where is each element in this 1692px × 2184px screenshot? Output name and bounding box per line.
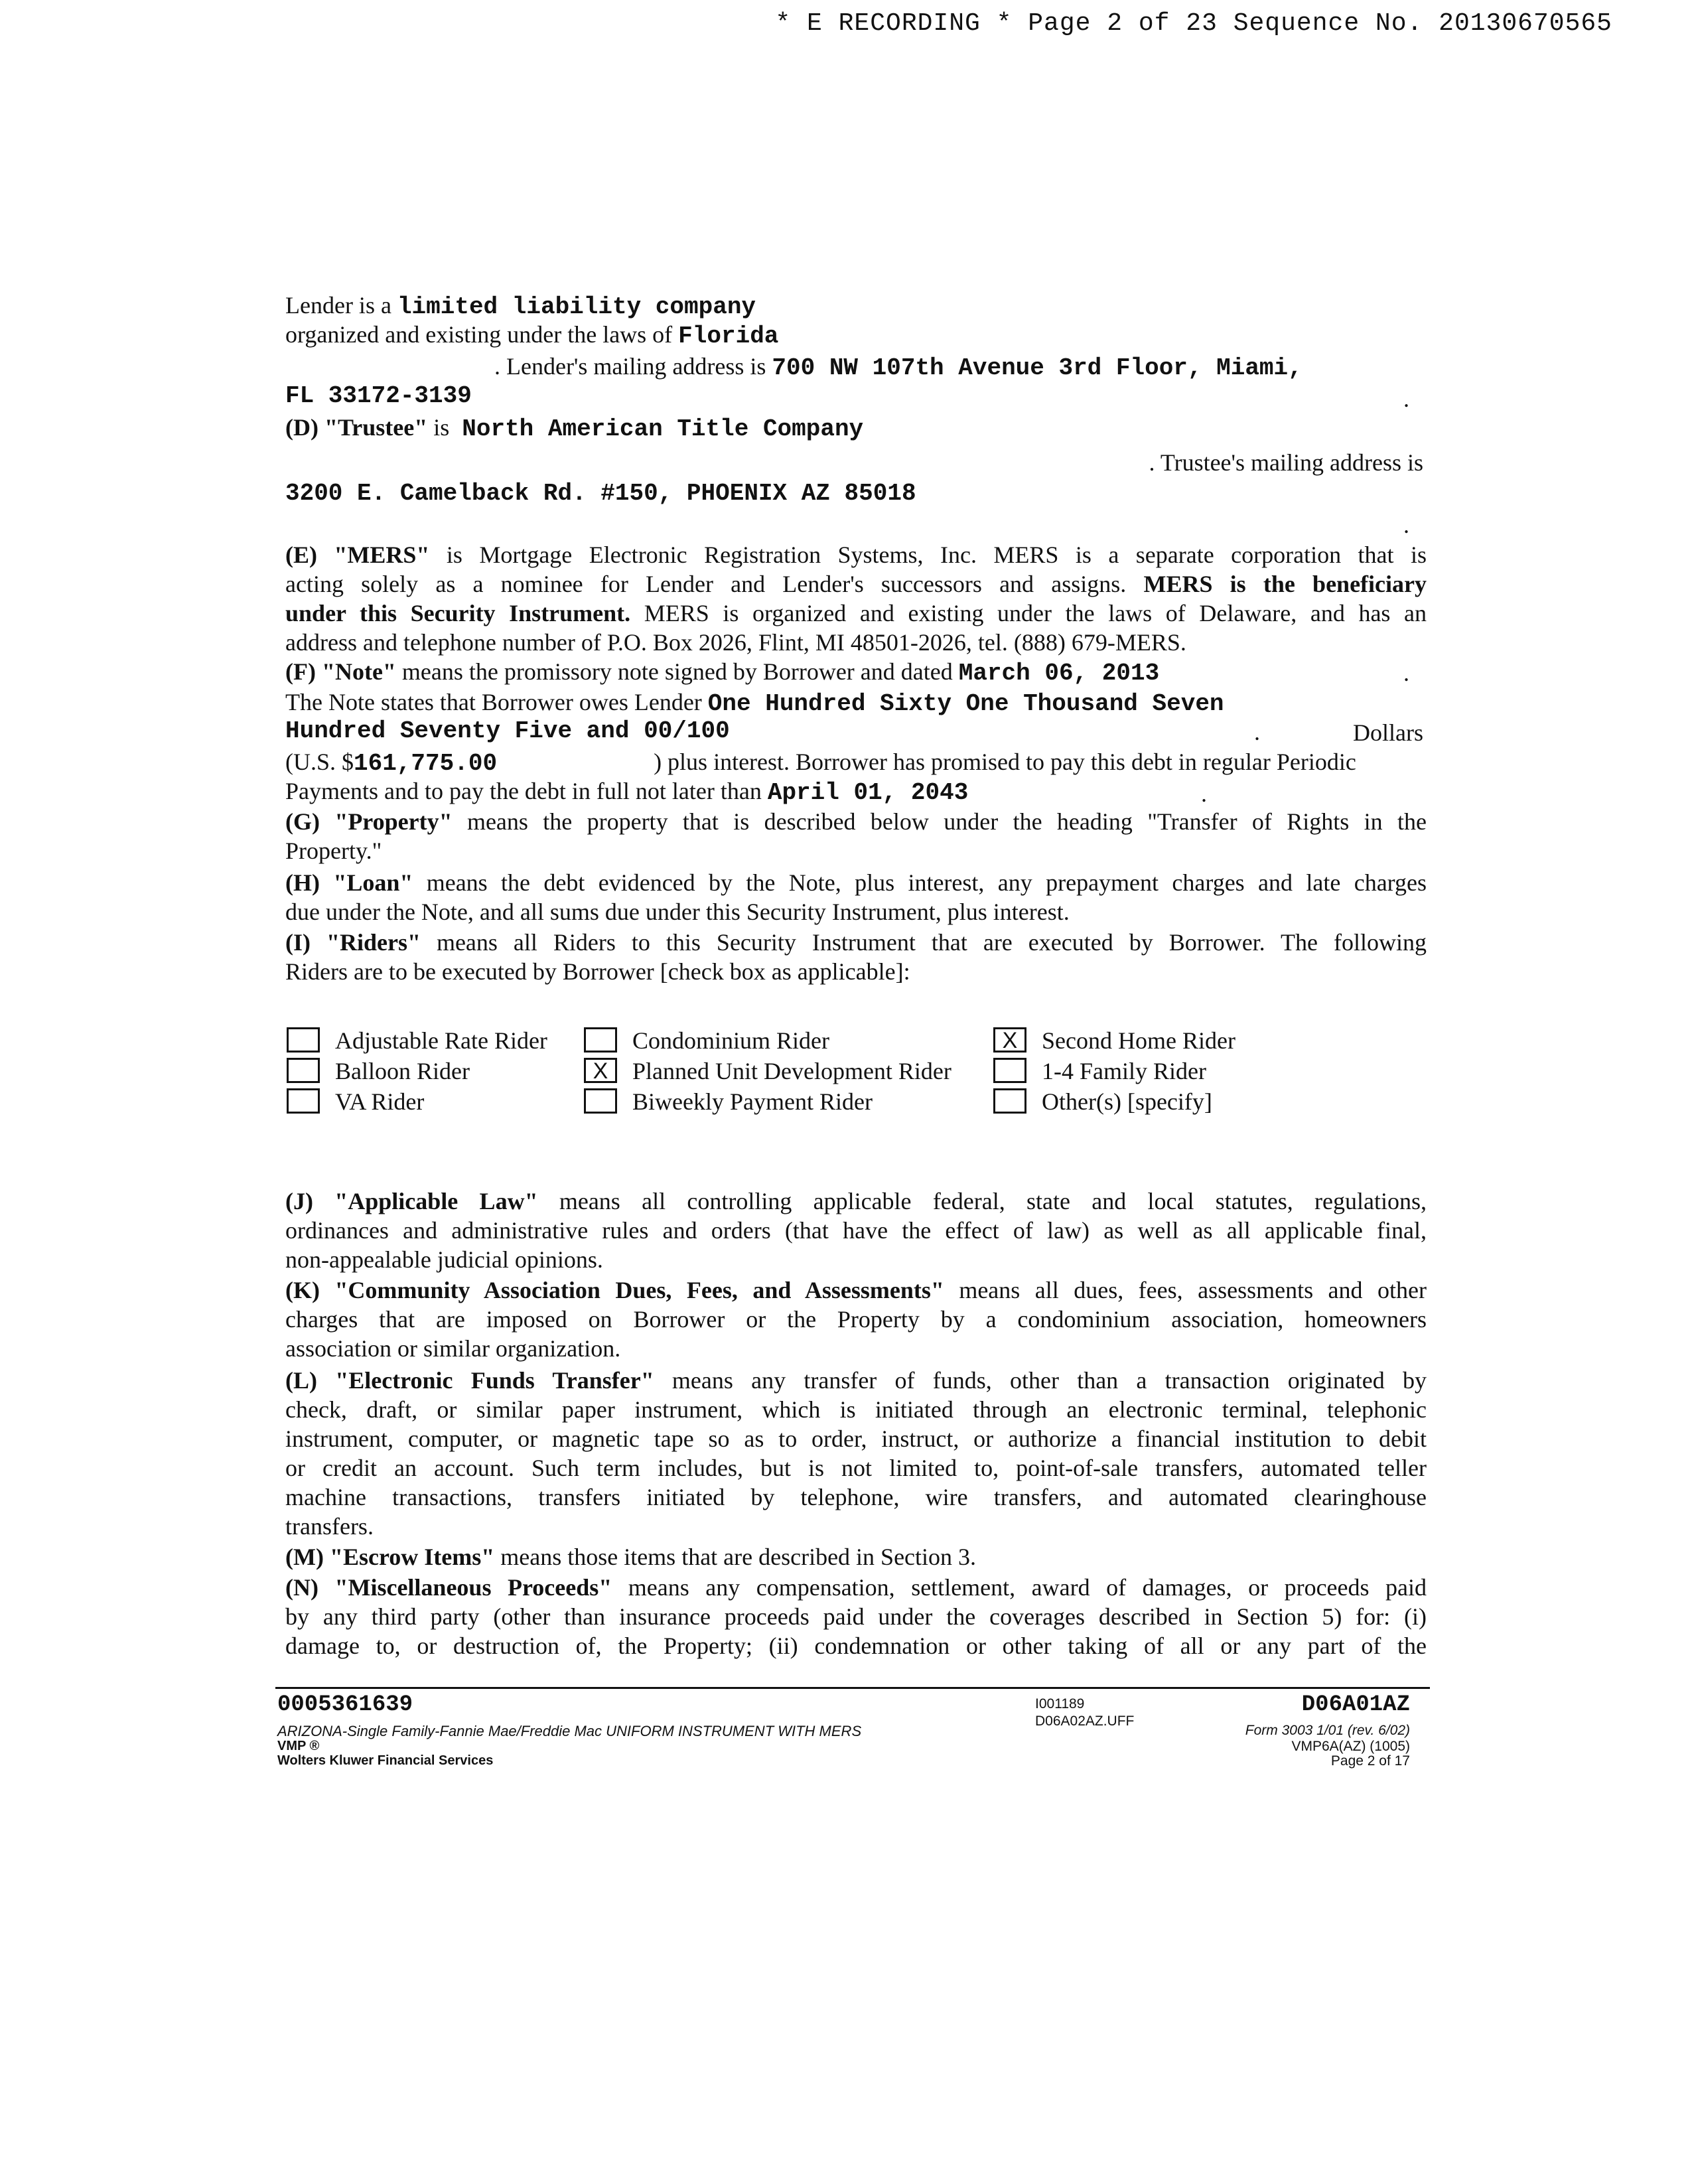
rider-label-pud: Planned Unit Development Rider: [632, 1058, 952, 1084]
lender-line-3: [494, 352, 1423, 383]
checkbox-adjustable-rate-rider[interactable]: [287, 1027, 320, 1053]
riders-line-2: Riders are to be executed by Borrower [check box as applicable]:: [285, 958, 910, 985]
misc-line-3: damage to, or destruction of, the Property; (ii) condemnation or other taking of all or any part of the: [285, 1633, 1427, 1659]
property-text-1: means the property that is described below under the heading "Transfer of Rights in the: [452, 808, 1427, 835]
rider-label-condominium: Condominium Rider: [632, 1027, 829, 1054]
eft-line-2: check, draft, or similar paper instrument, which is initiated through an electronic terminal, telephonic: [285, 1396, 1427, 1423]
property-line-2: Property.": [285, 837, 382, 864]
riders-text-1: means all Riders to this Security Instrument that are executed by Borrower. The following: [420, 929, 1427, 956]
note-line-1: [285, 657, 1427, 688]
rider-label-adjustable-rate: Adjustable Rate Rider: [335, 1027, 547, 1054]
note-line-2: [285, 688, 1427, 719]
checkbox-va-rider[interactable]: [287, 1088, 320, 1114]
checkbox-others-rider[interactable]: [993, 1088, 1026, 1114]
mers-line-2: [285, 569, 1427, 599]
note-line-5: [285, 776, 1427, 808]
note-maturity: April 01, 2043: [767, 779, 969, 806]
community-label: (K) "Community Association Dues, Fees, and Assessments": [285, 1277, 944, 1303]
note-text-1: means the promissory note signed by Borrower and dated: [395, 658, 959, 685]
rider-label-1-4-family: 1-4 Family Rider: [1042, 1058, 1206, 1084]
lender-address-label: . Lender's mailing address is: [494, 353, 772, 380]
footer-publisher: Wolters Kluwer Financial Services: [277, 1753, 494, 1768]
footer-page-number: Page 2 of 17: [1330, 1753, 1410, 1769]
rider-label-others: Other(s) [specify]: [1042, 1088, 1212, 1115]
mers-text-2b: MERS is the beneficiary: [1143, 571, 1427, 597]
footer-doc-code: D06A01AZ: [1301, 1692, 1410, 1717]
eft-label: (L) "Electronic Funds Transfer": [285, 1367, 654, 1394]
checkbox-balloon-rider[interactable]: [287, 1058, 320, 1083]
applicable-law-text-1: means all controlling applicable federal, state and local statutes, regulations,: [537, 1188, 1427, 1214]
trustee-label: (D) "Trustee": [285, 414, 428, 441]
footer-form-number: Form 3003 1/01 (rev. 6/02): [1245, 1723, 1410, 1738]
community-line-1: [285, 1275, 1427, 1305]
footer-rule: [275, 1687, 1430, 1689]
note-amount: 161,775.00: [354, 750, 498, 777]
note-text-2: The Note states that Borrower owes Lender: [285, 689, 708, 715]
escrow-line-1: [285, 1542, 1427, 1571]
footer-vmp-code: VMP6A(AZ) (1005): [1291, 1739, 1410, 1754]
note-text-4: ) plus interest. Borrower has promised to pay this debt in regular Periodic: [654, 749, 1356, 775]
checkbox-second-home-rider[interactable]: [993, 1027, 1026, 1053]
trustee-address-label: . Trustee's mailing address is: [1149, 449, 1423, 476]
loan-line-2: due under the Note, and all sums due under this Security Instrument, plus interest.: [285, 899, 1070, 925]
note-line-4: [285, 747, 1427, 778]
misc-text-1: means any compensation, settlement, award of damages, or proceeds paid: [612, 1574, 1427, 1601]
note-dot: .: [1403, 660, 1409, 686]
mers-line-1: [285, 540, 1427, 569]
mers-text-3a: under this Security Instrument.: [285, 600, 631, 626]
applicable-law-label: (J) "Applicable Law": [285, 1188, 538, 1214]
riders-line-1: [285, 928, 1427, 957]
note-dot-2: .: [1254, 719, 1260, 745]
note-amount-words-2: Hundred Seventy Five and 00/100: [285, 717, 730, 745]
eft-line-1: [285, 1366, 1427, 1395]
applicable-law-line-3: non-appealable judicial opinions.: [285, 1246, 603, 1273]
loan-line-1: [285, 868, 1427, 897]
trustee-line-1: [285, 413, 1427, 444]
footer-loan-number: 0005361639: [277, 1692, 413, 1717]
checkbox-mark: X: [1002, 1028, 1018, 1053]
property-line-1: [285, 807, 1427, 836]
note-label: (F) "Note": [285, 658, 396, 685]
note-date: March 06, 2013: [958, 660, 1160, 687]
loan-label: (H) "Loan": [285, 869, 413, 896]
note-usd-label: (U.S. $: [285, 749, 354, 775]
rider-label-biweekly: Biweekly Payment Rider: [632, 1088, 873, 1115]
lender-state: Florida: [678, 323, 779, 350]
mers-label: (E) "MERS": [285, 542, 430, 568]
note-dot-3: .: [1201, 780, 1207, 807]
trustee-address: 3200 E. Camelback Rd. #150, PHOENIX AZ 85018: [285, 480, 916, 507]
lender-type-label: Lender is a: [285, 292, 397, 319]
riders-label: (I) "Riders": [285, 929, 421, 956]
misc-label: (N) "Miscellaneous Proceeds": [285, 1574, 612, 1601]
trustee-name: North American Title Company: [462, 415, 864, 443]
note-amount-words-1: One Hundred Sixty One Thousand Seven: [707, 690, 1224, 717]
mers-text-1: is Mortgage Electronic Registration Systems, Inc. MERS is a separate corporation that is: [429, 542, 1427, 568]
misc-line-1: [285, 1573, 1427, 1602]
mers-line-3: [285, 599, 1427, 628]
eft-line-4: or credit an account. Such term includes, but is not limited to, point-of-sale transfers, automated teller: [285, 1455, 1427, 1481]
checkbox-1-4-family-rider[interactable]: [993, 1058, 1026, 1083]
eft-line-5: machine transactions, transfers initiated by telephone, wire transfers, and automated clearinghouse: [285, 1484, 1427, 1510]
lender-dot: .: [1403, 386, 1409, 412]
footer-code-2: D06A02AZ.UFF: [1035, 1713, 1135, 1729]
eft-line-3: instrument, computer, or magnetic tape so as to order, instruct, or authorize a financial institution to debit: [285, 1425, 1427, 1452]
community-text-1: means all dues, fees, assessments and other: [944, 1277, 1427, 1303]
property-label: (G) "Property": [285, 808, 453, 835]
escrow-text-1: means those items that are described in Section 3.: [494, 1544, 977, 1570]
note-dollars: Dollars: [1353, 719, 1423, 746]
mers-text-3b: MERS is organized and existing under the laws of Delaware, and has an: [630, 600, 1427, 626]
rider-label-va: VA Rider: [335, 1088, 425, 1115]
checkbox-condominium-rider[interactable]: [584, 1027, 617, 1053]
eft-line-6: transfers.: [285, 1513, 374, 1540]
footer-code-1: I001189: [1035, 1696, 1085, 1711]
misc-line-2: by any third party (other than insurance proceeds paid under the coverages described in Section 5) for: (i): [285, 1603, 1427, 1630]
trustee-is: is: [427, 414, 456, 441]
lender-line-2: [285, 320, 1427, 351]
checkbox-mark: X: [593, 1058, 608, 1084]
lender-type: limited liability company: [397, 293, 756, 321]
checkbox-biweekly-payment-rider[interactable]: [584, 1088, 617, 1114]
loan-text-1: means the debt evidenced by the Note, plus interest, any prepayment charges and late charges: [413, 869, 1427, 896]
checkbox-planned-unit-development-rider[interactable]: [584, 1058, 617, 1083]
note-text-5: Payments and to pay the debt in full not later than: [285, 778, 768, 804]
lender-state-label: organized and existing under the laws of: [285, 321, 679, 348]
trustee-dot: .: [1403, 512, 1409, 538]
lender-zip: FL 33172-3139: [285, 382, 472, 409]
lender-address: 700 NW 107th Avenue 3rd Floor, Miami,: [772, 354, 1303, 382]
footer-form-title: ARIZONA-Single Family-Fannie Mae/Freddie Mac UNIFORM INSTRUMENT WITH MERS: [277, 1723, 862, 1739]
community-line-2: charges that are imposed on Borrower or the Property by a condominium association, homeowners: [285, 1306, 1427, 1333]
mers-line-4: address and telephone number of P.O. Box 2026, Flint, MI 48501-2026, tel. (888) 679-MERS.: [285, 629, 1186, 656]
community-line-3: association or similar organization.: [285, 1335, 621, 1362]
eft-text-1: means any transfer of funds, other than a transaction originated by: [654, 1367, 1427, 1394]
mers-text-2a: acting solely as a nominee for Lender and Lender's successors and assigns.: [285, 571, 1144, 597]
applicable-law-line-2: ordinances and administrative rules and orders (that have the effect of law) as well as all applicable final,: [285, 1217, 1427, 1244]
footer-vmp: VMP ®: [277, 1739, 320, 1753]
recording-header: * E RECORDING * Page 2 of 23 Sequence No. 20130670565: [775, 9, 1612, 38]
lender-line-1: [285, 291, 1427, 322]
rider-label-second-home: Second Home Rider: [1042, 1027, 1235, 1054]
escrow-label: (M) "Escrow Items": [285, 1544, 495, 1570]
applicable-law-line-1: [285, 1187, 1427, 1216]
rider-label-balloon: Balloon Rider: [335, 1058, 470, 1084]
